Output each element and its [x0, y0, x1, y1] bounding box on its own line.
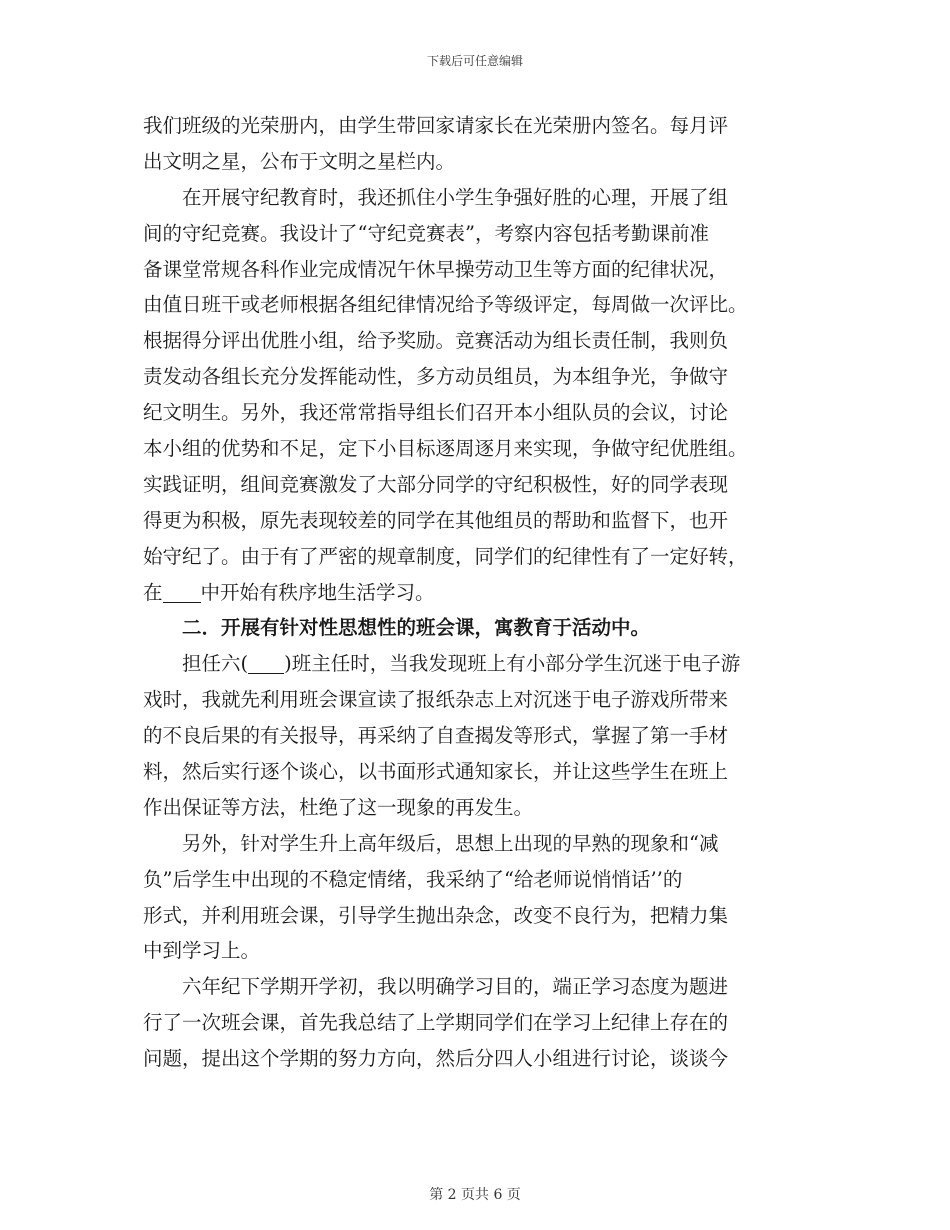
text-line-with-blank	[143, 575, 813, 611]
text-line: 备课堂常规各科作业完成情况午休早操劳动卫生等方面的纪律状况，	[143, 257, 729, 281]
fill-in-blank	[163, 580, 201, 603]
text-line: 出文明之星，公布于文明之星栏内。	[143, 149, 456, 173]
text-line: 中到学习上。	[143, 939, 261, 963]
text-segment: )班主任时，当我发现班上有小部分学生沉迷于电子游	[284, 652, 741, 676]
text-line: 行了一次班会课，首先我总结了上学期同学们在学习上纪律上存在的	[143, 1011, 729, 1035]
text-line: 根据得分评出优胜小组，给予奖励。竞赛活动为组长责任制，我则负	[143, 329, 729, 353]
text-line-with-blank	[143, 646, 813, 682]
document-body	[143, 108, 813, 1077]
text-line: 纪文明生。另外，我还常常指导组长们召开本小组队员的会议，讨论	[143, 401, 729, 425]
page-header: 下载后可任意编辑	[426, 54, 523, 68]
text-line: 负”后学生中出现的不稳定情绪，我采纳了“给老师说悄悄话’’的	[143, 867, 683, 891]
text-segment: 担任六(	[143, 652, 249, 676]
text-line: 我们班级的光荣册内，由学生带回家请家长在光荣册内签名。每月评	[143, 114, 729, 137]
text-line: 料，然后实行逐个谈心，以书面形式通知家长，并让这些学生在班上	[143, 760, 729, 784]
text-segment: 在	[143, 580, 163, 604]
text-line: 另外，针对学生升上高年级后，思想上出现的早熟的现象和“减	[143, 831, 719, 855]
text-line: 间的守纪竞赛。我设计了“守纪竞赛表”，考察内容包括考勤课前准	[143, 221, 709, 245]
text-line: 问题，提出这个学期的努力方向，然后分四人小组进行讨论，谈谈今	[143, 1047, 729, 1071]
text-segment: 中开始有秩序地生活学习。	[200, 580, 435, 604]
text-line: 责发动各组长充分发挥能动性，多方动员组员，为本组争光，争做守	[143, 365, 729, 389]
text-line: 在开展守纪教育时，我还抓住小学生争强好胜的心理，开展了组	[143, 185, 729, 209]
fill-in-blank	[248, 651, 284, 674]
section-heading: 二．开展有针对性思想性的班会课，寓教育于活动中。	[143, 616, 651, 640]
text-line: 始守纪了。由于有了严密的规章制度，同学们的纪律性有了一定好转，	[143, 544, 748, 568]
text-line: 实践证明，组间竞赛激发了大部分同学的守纪积极性，好的同学表现	[143, 472, 729, 496]
text-line: 作出保证等方法，杜绝了这一现象的再发生。	[143, 795, 534, 819]
text-line: 得更为积极，原先表现较差的同学在其他组员的帮助和监督下，也开	[143, 508, 729, 532]
text-line: 六年纪下学期开学初，我以明确学习目的，端正学习态度为题进	[143, 975, 729, 999]
text-line: 戏时，我就先利用班会课宣读了报纸杂志上对沉迷于电子游戏所带来	[143, 688, 729, 712]
text-line: 形式，并利用班会课，引导学生抛出杂念，改变不良行为，把精力集	[143, 903, 729, 927]
text-line: 本小组的优势和不足，定下小目标逐周逐月来实现，争做守纪优胜组。	[143, 437, 748, 461]
text-line: 由值日班干或老师根据各组纪律情况给予等级评定，每周做一次评比。	[143, 293, 748, 317]
page-footer: 第 2 页共 6 页	[429, 1187, 521, 1203]
text-line: 的不良后果的有关报导，再采纳了自查揭发等形式，掌握了第一手材	[143, 724, 729, 748]
